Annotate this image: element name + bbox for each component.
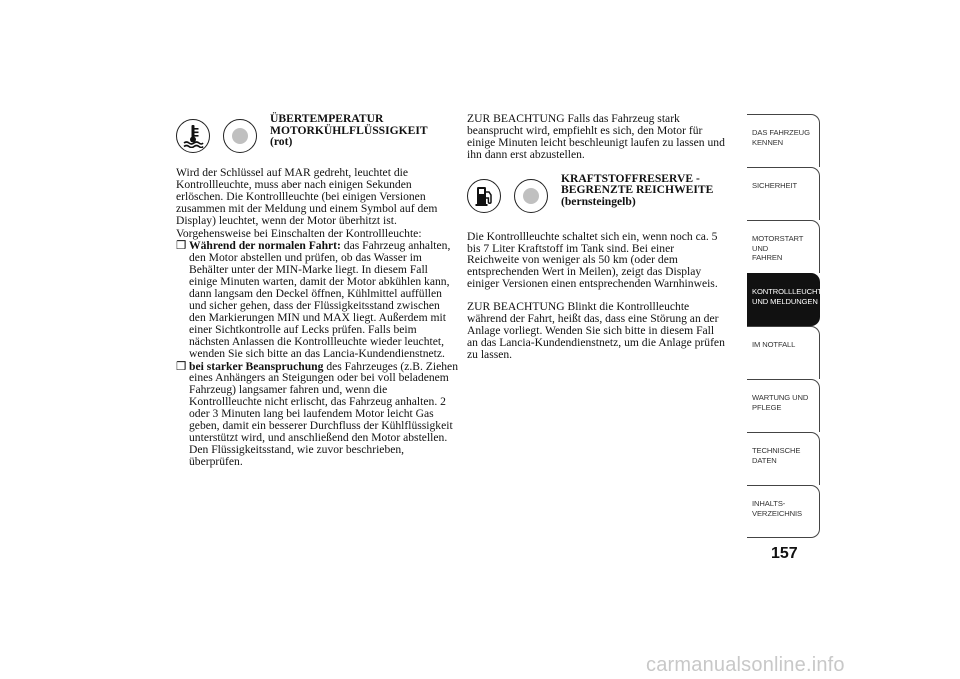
watermark: carmanualsonline.info [646,654,845,676]
tab-kontrollleuchten-und-meldungen[interactable]: KONTROLLLEUCHTEN UND MELDUNGEN [747,273,820,326]
lamp-indicator-icon [223,119,257,153]
title-line: BEGRENZTE REICHWEITE [561,183,714,197]
tab-im-notfall[interactable]: IM NOTFALL [747,326,820,379]
bullet-normal-driving [176,240,459,359]
tab-das-fahrzeug-kennen[interactable]: DAS FAHRZEUG KENNEN [747,114,820,167]
tab-wartung-und-pflege[interactable]: WARTUNG UND PFLEGE [747,379,820,432]
lamp-indicator-icon [514,179,548,213]
title-line: (bernsteingelb) [561,194,636,208]
checkbox-bullet-icon: ❒ [176,359,187,373]
bullet-text: das Fahrzeug anhalten, den Motor abstellen und prüfen, ob das Wasser im Behälter unter der MIN-Marke liegt. In diesem Fall einige Minuten warten, damit der Motor abkühlen kann, dann langsam den Deckel öffnen, Kühlmittel auffüllen und sicher gehen, dass der Flüssigkeitsstand zwischen den Markierungen MIN und MAX liegt. Außerdem mit einer Sichtkontrolle auf Lecks prüfen. Falls beim nächsten Anlassen die Kontrollleuchte wieder leuchtet, wenden Sie sich bitte an das Lancia-Kundendienstnetz. [189,239,451,360]
coolant-warning-header [176,113,459,163]
tab-sicherheit[interactable]: SICHERHEIT [747,167,820,220]
page-number: 157 [771,545,798,562]
left-column [176,113,459,468]
coolant-warning-title [270,113,428,148]
right-column [467,113,727,361]
procedure-label: Vorgehensweise bei Einschalten der Kontrollleuchte: [176,226,422,240]
tab-inhaltsverzeichnis[interactable]: INHALTS- VERZEICHNIS [747,485,820,538]
tab-motorstart-und-fahren[interactable]: MOTORSTART UND FAHREN [747,220,820,273]
bullet-heavy-load [176,361,459,468]
bullet-text: des Fahrzeuges (z.B. Ziehen eines Anhängers an Steigungen oder bei voll beladenem Fahrzeug) langsamer fahren und, wenn die Kontrollleuchte nicht erlischt, das Fahrzeug anhalten. 2 oder 3 Minuten lang bei laufendem Motor leicht Gas geben, damit ein besserer Durchfluss der Kühlflüssigkeit unterstützt wird, und anschließend den Motor abstellen. Den Flüssigkeitsstand, wie zuvor beschrieben, überprüfen. [189,359,458,468]
bullet-heading: bei starker Beanspruchung [189,359,324,373]
title-line: (rot) [270,135,293,148]
title-line: MOTORKÜHLFLÜSSIGKEIT [270,123,428,137]
fuel-warning-title [561,173,713,208]
coolant-temperature-icon [176,119,210,153]
checkbox-bullet-icon: ❒ [176,239,187,253]
coolant-intro: Wird der Schlüssel auf MAR gedreht, leuchtet die Kontrollleuchte, muss aber nach einigen Sekunden erlöschen. Die Kontrollleuchte (bei einigen Versionen zusammen mit der Meldung und einem Symbol auf dem Display) leuchtet, wenn der Motor überhitzt ist. [176,166,438,227]
tab-technische-daten[interactable]: TECHNISCHE DATEN [747,432,820,485]
note-blinking: ZUR BEACHTUNG Blinkt die Kontrollleuchte während der Fahrt, heißt das, dass eine Störung an der Anlage vorliegt. Wenden Sie sich bitte in diesem Fall an das Lancia-Kundendienstnetz, um die Anlage prüfen zu lassen. [467,300,725,361]
note-heavy-use: ZUR BEACHTUNG Falls das Fahrzeug stark beansprucht wird, empfiehlt es sich, den Motor für einige Minuten leicht beschleunigt laufen zu lassen und ihn dann erst abzustellen. [467,112,725,161]
fuel-warning-header [467,173,727,225]
fuel-body: Die Kontrollleuchte schaltet sich ein, wenn noch ca. 5 bis 7 Liter Kraftstoff im Tank sind. Bei einer Reichweite von weniger als 50 km (oder dem entsprechenden Wert in Meilen), zeigt das Display einiger Versionen einen entsprechenden Warnhinweis. [467,229,718,291]
bullet-heading: Während der normalen Fahrt: [189,239,341,253]
fuel-pump-icon [467,179,501,213]
title-line: ÜBERTEMPERATUR [270,112,384,125]
chapter-tabs [747,114,833,538]
title-line: KRAFTSTOFFRESERVE - [561,171,700,185]
